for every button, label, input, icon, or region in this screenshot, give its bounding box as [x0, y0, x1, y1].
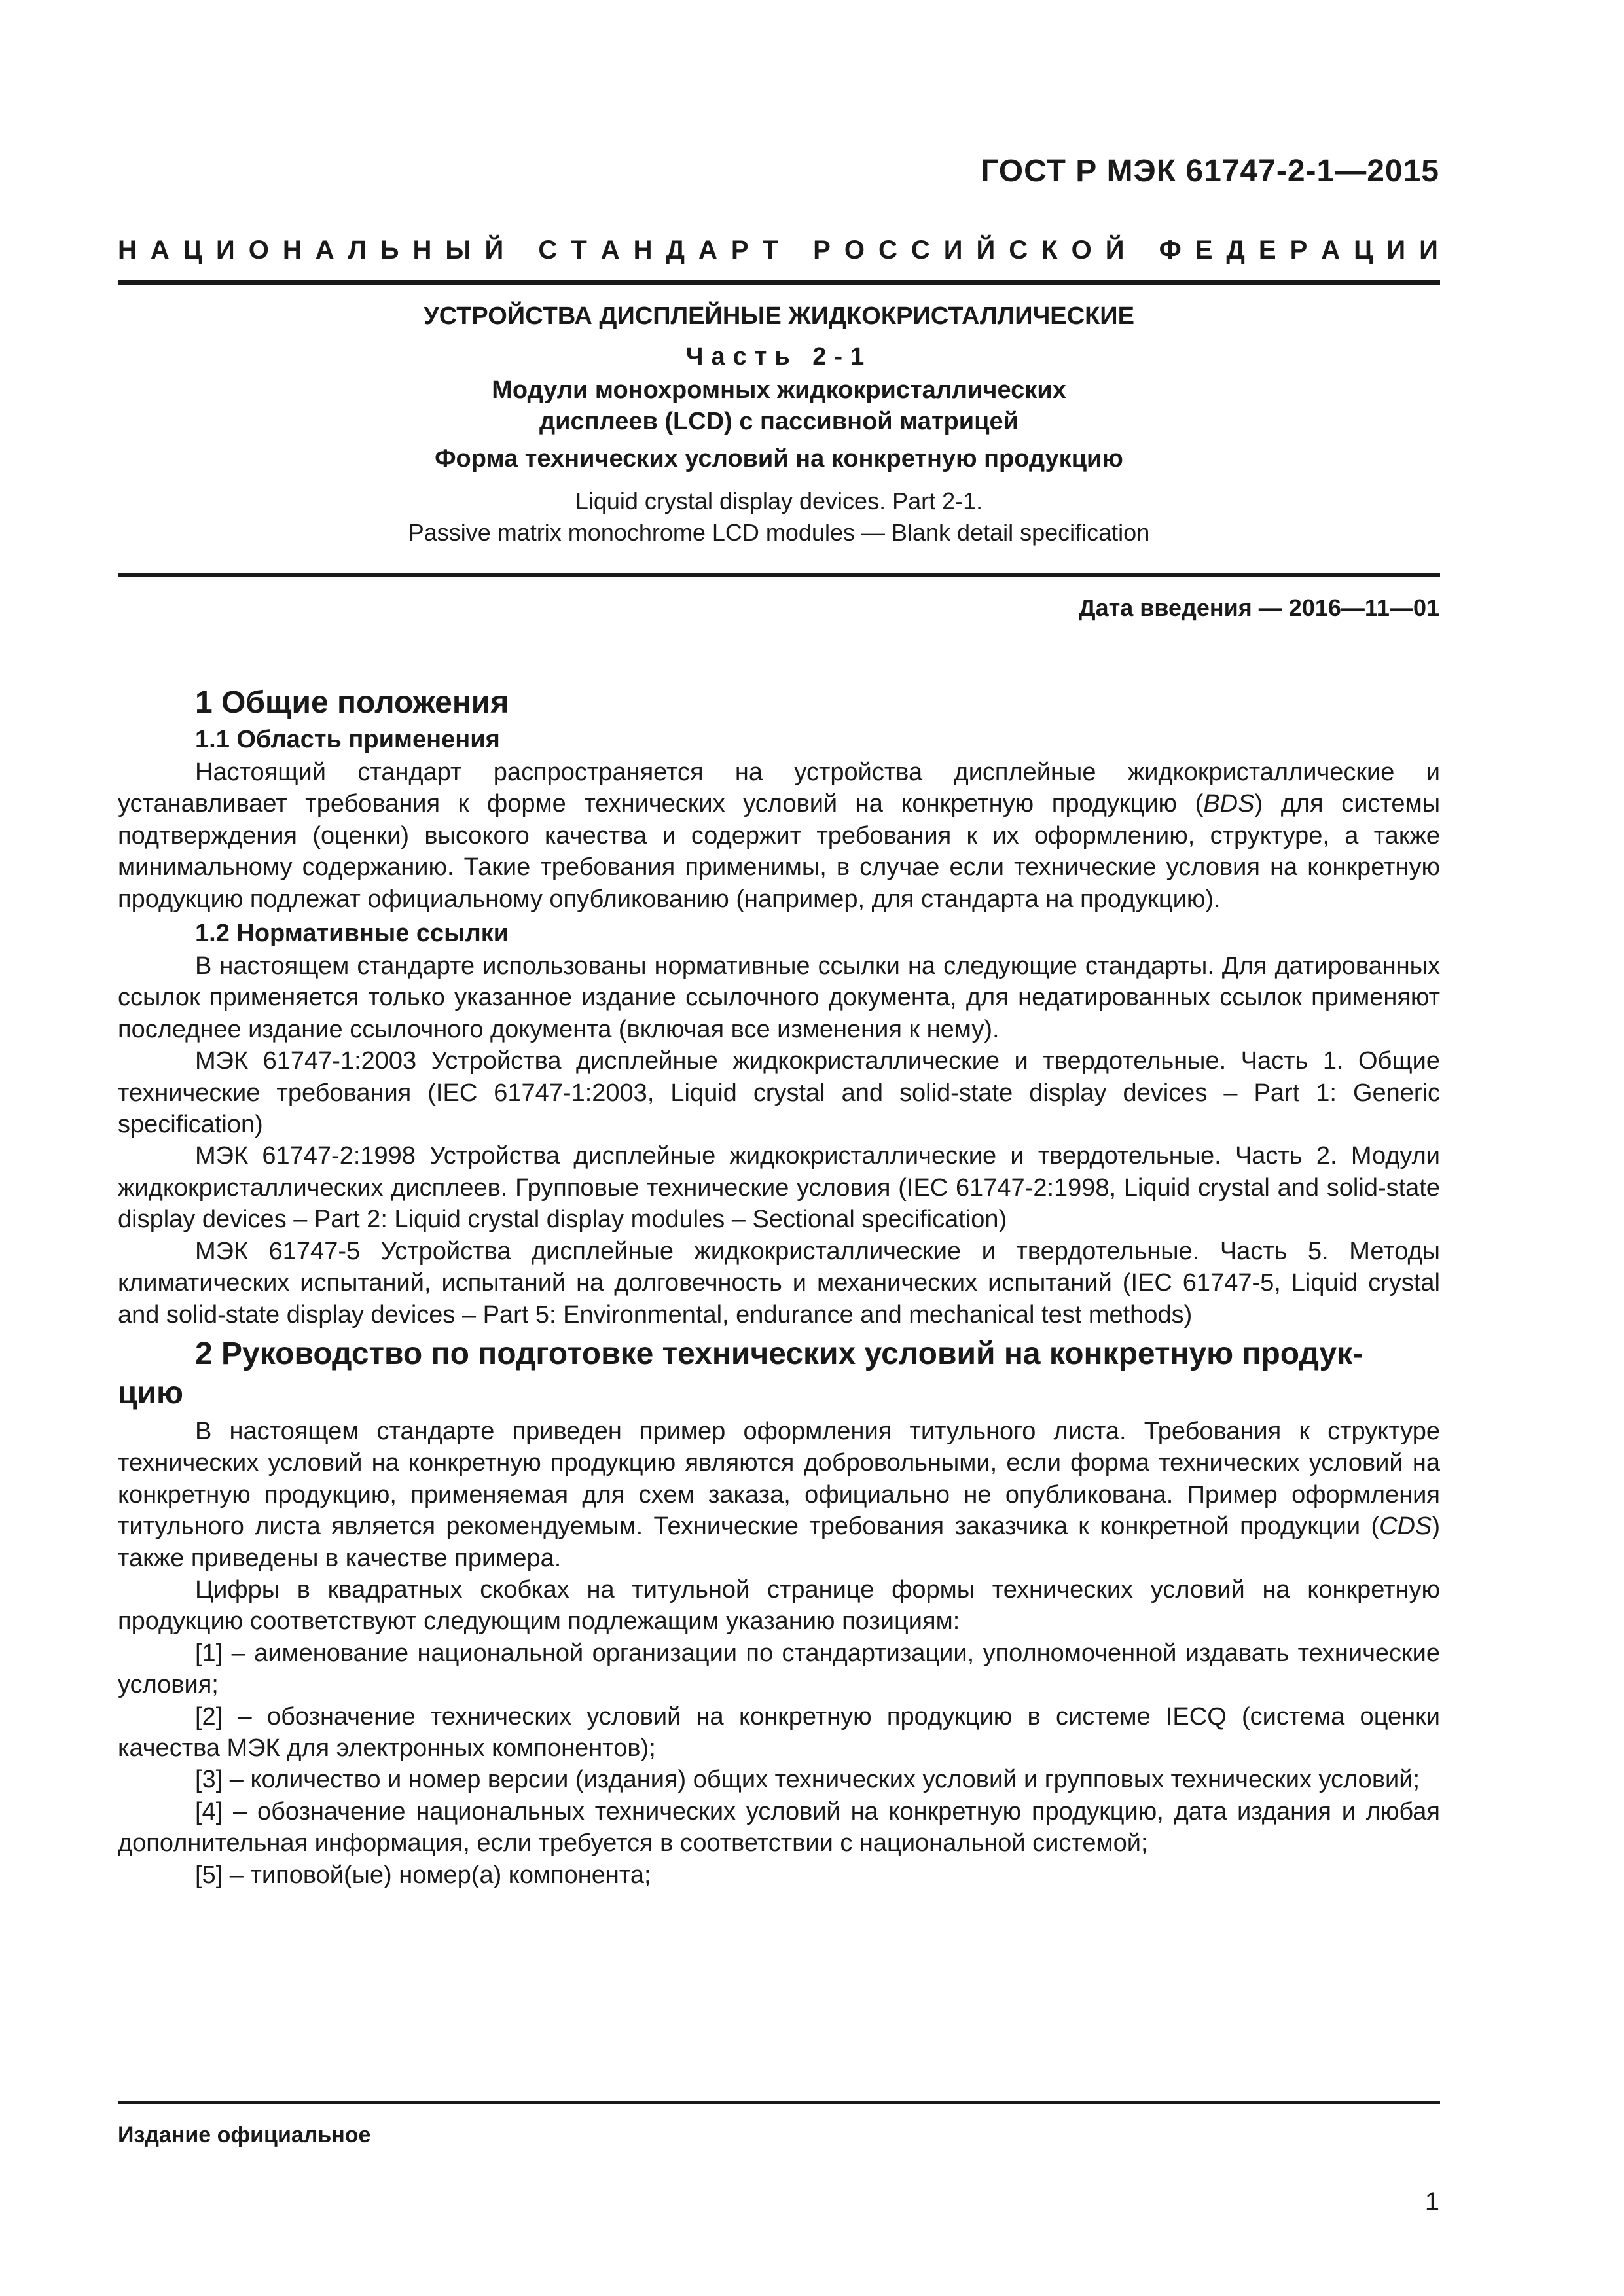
part-label: Часть 2-1: [685, 343, 873, 370]
banner-letter: С: [911, 236, 930, 264]
section-2-title-line-2: цию: [118, 1375, 184, 1410]
banner-letter: О: [844, 236, 865, 264]
standard-title: УСТРОЙСТВА ДИСПЛЕЙНЫЕ ЖИДКОКРИСТАЛЛИЧЕСКИЕ: [424, 302, 1134, 330]
banner-letter: Е: [1258, 236, 1276, 264]
list-item: [4] – обозначение национальных технических условий на конкретную продукцию, дата издания и любая дополнительная информация, если требуется в соответствии с национальной системой;: [118, 1797, 1440, 1857]
form-title: Форма технических условий на конкретную продукцию: [435, 445, 1123, 473]
reference-iec-61747-5: МЭК 61747-5 Устройства дисплейные жидкокристаллические и твердотельные. Часть 5. Методы климатических испытаний, испытаний на долговечность и механических испытаний (IEC 61747-5, Liquid crystal and solid-state display devices – Part 5: Environmental, endurance and mechanical test methods): [118, 1237, 1440, 1329]
banner-letter: С: [878, 236, 897, 264]
banner-space: [517, 236, 524, 265]
banner-space: [1138, 236, 1145, 265]
banner-letter: Е: [1195, 236, 1213, 264]
banner-letter: С: [1009, 236, 1028, 264]
banner-letter: Ц: [1354, 236, 1373, 264]
subtitle-line-1: Модули монохромных жидкокристаллических: [492, 376, 1066, 404]
banner-letter: Ь: [380, 236, 399, 264]
header-rule: [118, 280, 1440, 285]
list-item: [3] – количество и номер версии (издания) общих технических условий и групповых технических условий;: [195, 1766, 1420, 1794]
page-number: 1: [1424, 2187, 1439, 2216]
banner-letter: С: [538, 236, 558, 264]
banner-letter: И: [216, 236, 235, 264]
banner-letter: А: [698, 236, 717, 264]
paragraph-2-2: Цифры в квадратных скобках на титульной странице формы технических условий на конкретную продукцию соответствуют следующим подлежащим указанию позициям:: [118, 1575, 1440, 1636]
banner-letter: Д: [666, 236, 685, 264]
section-2-title-line-1: 2 Руководство по подготовке технических условий на конкретную продук-: [195, 1336, 1363, 1371]
banner-letter: Н: [118, 236, 137, 264]
document-number: ГОСТ Р МЭК 61747-2-1—2015: [981, 154, 1439, 188]
banner-letter: Й: [1105, 236, 1125, 264]
list-item: [1] – аименование национальной организации по стандартизации, уполномоченной издавать технические условия;: [118, 1639, 1440, 1699]
main-content: [118, 683, 1440, 1891]
banner-letter: Д: [1226, 236, 1245, 264]
banner-letter: К: [1041, 236, 1058, 264]
paragraph-1-2-intro: В настоящем стандарте использованы нормативные ссылки на следующие стандарты. Для датированных ссылок применяется только указанное издание ссылочного документа, для недатированных ссылок применяют последнее издание ссылочного документа (включая все изменения к нему).: [118, 952, 1440, 1043]
reference-iec-61747-2: МЭК 61747-2:1998 Устройства дисплейные жидкокристаллические и твердотельные. Часть 2. Модули жидкокристаллических дисплеев. Групповые технические условия (IEC 61747-2:1998, Liquid crystal and solid-state display devices – Part 2: Liquid crystal display modules – Sectional specification): [118, 1142, 1440, 1234]
section-2-title: [118, 1335, 1440, 1413]
banner-letter: Р: [731, 236, 749, 264]
standard-subtitle: [118, 374, 1440, 437]
section-1-2-title: 1.2 Нормативные ссылки: [195, 920, 509, 948]
banner-letter: Т: [571, 236, 587, 264]
banner-letter: Ы: [445, 236, 471, 264]
banner-letter: Т: [762, 236, 779, 264]
paragraph-1-1: Настоящий стандарт распространяется на устройства дисплейные жидкокристаллические и устанавливает требования к форме технических условий на конкретную продукцию (BDS) для системы подтверждения (оценки) высокого качества и содержит требования к их оформлению, структуре, а также минимальному содержанию. Такие требования применимы, в случае если технические условия на конкретную продукцию подлежат официальному опубликованию (например, для стандарта на продукцию).: [118, 759, 1441, 913]
list-item: [5] – типовой(ые) номер(а) компонента;: [195, 1861, 651, 1889]
official-edition-label: Издание официальное: [118, 2123, 371, 2147]
title-block-rule: [118, 573, 1440, 577]
banner-letter: И: [1419, 236, 1438, 264]
banner-letter: О: [248, 236, 269, 264]
english-title-line-2: Passive matrix monochrome LCD modules — Blank detail specification: [408, 519, 1150, 546]
banner-letter: Н: [633, 236, 653, 264]
banner-letter: Й: [976, 236, 996, 264]
banner-letter: Н: [412, 236, 432, 264]
section-1-title: 1 Общие положения: [195, 685, 509, 720]
banner-letter: О: [1071, 236, 1092, 264]
paragraph-2-1: В настоящем стандарте приведен пример оформления титульного листа. Требования к структуре технических условий на конкретную продукцию являются добровольными, если форма технических условий на конкретную продукцию, применяемая для схем заказа, официально не опубликована. Пример оформления титульного листа является рекомендуемым. Технические требования заказчика к конкретной продукции (CDS) также приведены в качестве примера.: [118, 1417, 1440, 1572]
banner-letter: Й: [484, 236, 504, 264]
banner-space: [792, 236, 799, 265]
banner-letter: Л: [348, 236, 367, 264]
banner-letter: И: [1386, 236, 1406, 264]
english-title: [118, 486, 1440, 548]
banner-letter: И: [943, 236, 963, 264]
subtitle-line-2: дисплеев (LCD) с пассивной матрицей: [539, 408, 1019, 435]
introduction-date: Дата введения — 2016—11—01: [1078, 594, 1439, 621]
banner-letter: Ц: [183, 236, 202, 264]
banner-letter: А: [150, 236, 170, 264]
banner-letter: Р: [1290, 236, 1308, 264]
section-1-1-title: 1.1 Область применения: [195, 726, 500, 753]
footer-rule: [118, 2101, 1440, 2104]
english-title-line-1: Liquid crystal display devices. Part 2-1.: [575, 488, 983, 514]
national-standard-banner: [118, 236, 1438, 265]
banner-letter: А: [315, 236, 334, 264]
banner-letter: Ф: [1159, 236, 1182, 264]
banner-letter: А: [1321, 236, 1341, 264]
reference-iec-61747-1: МЭК 61747-1:2003 Устройства дисплейные жидкокристаллические и твердотельные. Часть 1. Общие технические требования (IEC 61747-1:2003, Liquid crystal and solid-state display devices – Part 1: Generic specification): [118, 1047, 1440, 1139]
banner-letter: Н: [282, 236, 302, 264]
list-item: [2] – обозначение технических условий на конкретную продукцию в системе IECQ (система оценки качества МЭК для электронных компонентов);: [118, 1702, 1440, 1762]
banner-letter: Р: [813, 236, 831, 264]
banner-letter: А: [600, 236, 620, 264]
